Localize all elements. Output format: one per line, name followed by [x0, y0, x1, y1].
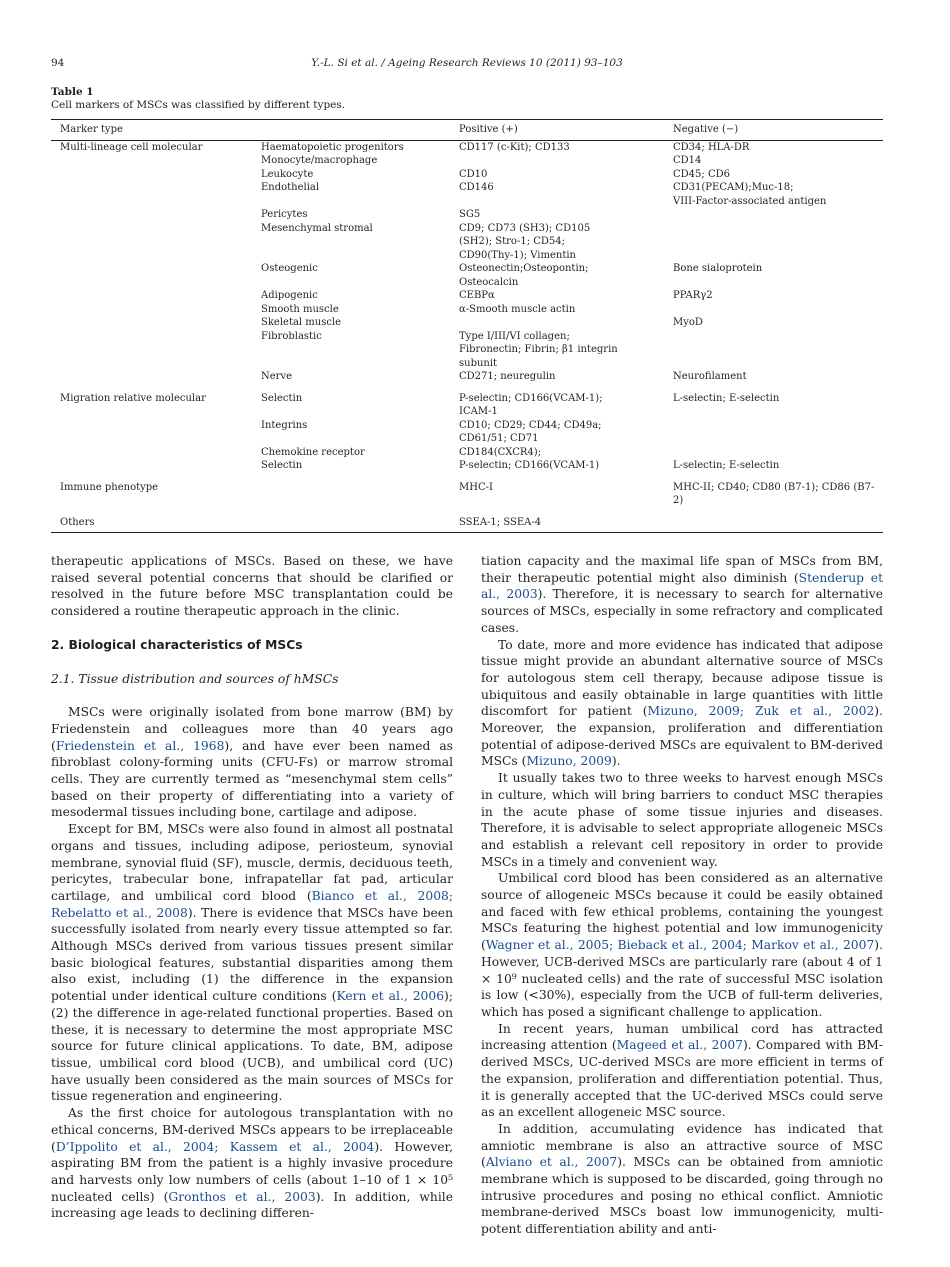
table-title: Cell markers of MSCs was classified by different types. — [51, 99, 346, 111]
table-row — [51, 208, 883, 222]
cell-negative: CD45; CD6 — [673, 168, 730, 180]
header-positive: Positive (+) — [459, 120, 673, 141]
table-row — [51, 262, 883, 289]
cell-marker-subtype — [261, 477, 459, 512]
cell-positive — [459, 154, 673, 168]
reference-link[interactable]: D’Ippolito et al., 2004; Kassem et al., 2004 — [55, 1139, 375, 1154]
paragraph-text: As the first choice for autologous transplantation with no ethical concerns, BM-derived MSCs appears to be irreplaceable ( — [51, 1106, 453, 1154]
table-row — [51, 316, 883, 330]
paragraph — [481, 1121, 883, 1238]
cell-negative — [673, 446, 883, 460]
paragraph — [481, 1021, 883, 1121]
cell-negative: CD31(PECAM);Muc-18; VIII-Factor-associated antigen — [673, 182, 827, 207]
cell-negative — [673, 303, 883, 317]
paragraph-text: ). Moreover, the expansion, proliferation and differentiation potential of adipose-derived MSCs are equivalent to BM-derived MSCs ( — [481, 704, 883, 769]
cell-marker-subtype: Fibroblastic — [261, 330, 322, 342]
cell-negative: MHC-II; CD40; CD80 (B7-1); CD86 (B7-2) — [673, 481, 875, 506]
cell-negative: PPARγ2 — [673, 290, 713, 301]
right-column — [481, 553, 883, 1238]
cell-positive: P-selectin; CD166(VCAM-1); ICAM-1 — [459, 392, 603, 417]
paragraph-text: ). Therefore, it is necessary to search for alternative sources of MSCs, especially in some refractory and complicated cases. — [481, 587, 883, 635]
paragraph-text: ), and have ever been named as fibroblast colony-forming units (CFU-Fs) or marrow stromal cells. They are currently termed as “mesenchymal stem cells” based on their property of differentiating into a variety of mesodermal tissues including bone, cartilage and adipose. — [51, 738, 453, 820]
paragraph-text: Except for BM, MSCs were also found in almost all postnatal organs and tissues, including adipose, periosteum, synovial membrane, synovial fluid (SF), muscle, dermis, deciduous teeth, pericytes, trabecular bone, infrapatellar fat pad, articular cartilage, and umbilical cord blood ( — [51, 822, 453, 903]
cell-positive: P-selectin; CD166(VCAM-1) — [459, 460, 600, 471]
paragraph-text: ). However, UCB-derived MSCs are particularly rare (about 4 of 1 × 10⁹ nucleated cells) and the rate of successful MSC isolation is low (<30%), especially from the UCB of full-term deliveries, which has posed a significant challenge to application. — [481, 938, 883, 1019]
cell-positive: CD10 — [459, 168, 488, 180]
table-caption — [51, 86, 345, 112]
cell-negative — [673, 222, 883, 263]
paragraph-text: In recent years, human umbilical cord has attracted increasing attention ( — [481, 1021, 883, 1053]
cell-positive: CEBPα — [459, 290, 495, 301]
cell-marker-subtype — [261, 512, 459, 533]
cell-marker-group — [51, 419, 261, 446]
paragraph-text: In addition, accumulating evidence has indicated that amniotic membrane is also an attractive source of MSC ( — [481, 1121, 883, 1170]
table-row — [51, 477, 883, 512]
cell-marker-group — [51, 154, 261, 168]
left-column — [51, 553, 453, 1222]
reference-link[interactable]: Alviano et al., 2007 — [485, 1155, 618, 1170]
table-row — [51, 168, 883, 182]
header-negative: Negative (−) — [673, 120, 883, 141]
cell-negative — [673, 419, 883, 446]
cell-marker-group — [51, 330, 261, 371]
reference-link[interactable]: Mizuno, 2009 — [526, 754, 612, 769]
table-row — [51, 419, 883, 446]
reference-link[interactable]: Stenderup et al., 2003 — [481, 570, 884, 602]
section-heading: 2. Biological characteristics of MSCs — [51, 637, 303, 652]
paragraph-text: To date, more and more evidence has indicated that adipose tissue might provide an abundant alternative source of MSCs for autologous stem cell therapy, because adipose tissue is ubiquitous and easily obtainable in large quantities with little discomfort for patient ( — [481, 637, 883, 719]
cell-negative — [673, 512, 883, 533]
cell-marker-subtype: Smooth muscle — [261, 303, 339, 315]
cell-marker-group: Immune phenotype — [60, 481, 159, 493]
cell-negative — [673, 330, 883, 371]
cell-positive: CD10; CD29; CD44; CD49a; CD61/51; CD71 — [459, 419, 602, 444]
cell-marker-group: Multi-lineage cell molecular — [60, 141, 203, 153]
cell-negative: MyoD — [673, 317, 703, 328]
table-row — [51, 512, 883, 533]
table-row — [51, 330, 883, 371]
cell-positive: α-Smooth muscle actin — [459, 303, 576, 315]
paragraph-text: tiation capacity and the maximal life span of MSCs from BM, their therapeutic potential might also diminish ( — [481, 554, 883, 585]
paragraph-text: ). Compared with BM-derived MSCs, UC-derived MSCs are more efficient in terms of the expansion, proliferation and differentiation potential. Thus, it is generally accepted that the UC-derived MSCs could serve as an excellent allogeneic MSC source. — [481, 1038, 883, 1120]
cell-marker-group — [51, 168, 261, 182]
cell-marker-group — [51, 262, 261, 289]
table-row — [51, 388, 883, 419]
cell-negative: Bone sialoprotein — [673, 263, 763, 274]
paragraph-text: ). — [611, 754, 621, 769]
cell-positive: Osteonectin;Osteopontin; Osteocalcin — [459, 263, 589, 288]
running-header — [51, 57, 883, 71]
paragraph — [481, 553, 883, 637]
table-row — [51, 370, 883, 388]
table-row — [51, 289, 883, 303]
cell-positive: CD9; CD73 (SH3); CD105 (SH2); Stro-1; CD54; CD90(Thy-1); Vimentin — [459, 222, 591, 261]
reference-link[interactable]: Mageed et al., 2007 — [616, 1038, 743, 1053]
cell-marker-group — [51, 303, 261, 317]
cell-negative: CD34; HLA-DR — [673, 141, 750, 153]
paragraph-text: ). However, aspirating BM from the patient is a highly invasive procedure and harvests only low numbers of cells (about 1–10 of 1 × 10⁵ nucleated cells) ( — [51, 1139, 453, 1204]
cell-marker-group: Migration relative molecular — [60, 392, 206, 404]
paragraph-text: It usually takes two to three weeks to harvest enough MSCs in culture, which will bring barriers to conduct MSC therapies in the acute phase of some tissue injuries and diseases. Therefore, it is advisable to select appropriate allogeneic MSCs and establish a relevant cell repository in order to provide MSCs in a timely and convenient way. — [481, 771, 883, 869]
cell-marker-subtype: Skeletal muscle — [261, 317, 342, 328]
cell-positive: CD271; neuregulin — [459, 371, 556, 382]
cell-positive: SSEA-1; SSEA-4 — [459, 512, 673, 533]
cell-marker-subtype: Leukocyte — [261, 168, 314, 180]
table-row — [51, 303, 883, 317]
cell-marker-subtype: Pericytes — [261, 209, 308, 220]
cell-positive: MHC-I — [459, 481, 493, 493]
paragraph-text: ); (2) the difference in age-related functional properties. Based on these, it is necessary to determine the most appropriate MSC source for future clinical applications. To date, BM, adipose tissue, umbilical cord blood (UCB), and umbilical cord (UC) have usually been considered as the main sources of MSCs for tissue regeneration and engineering. — [51, 989, 453, 1104]
cell-marker-subtype: Selectin — [261, 392, 303, 404]
cell-positive: SG5 — [459, 209, 481, 220]
header-marker-type: Marker type — [51, 120, 459, 141]
table-row — [51, 154, 883, 168]
paragraph-text: MSCs were originally isolated from bone marrow (BM) by Friedenstein and colleagues more than 40 years ago ( — [51, 705, 453, 753]
table-row — [51, 140, 883, 154]
paragraph-text: ). There is evidence that MSCs have been successfully isolated from nearly every tissue attempted so far. Although MSCs derived from various tissues present similar basic biological features, substantial disparities among them also exist, including (1) the difference in the expansion potential under identical culture conditions ( — [51, 905, 453, 1004]
cell-marker-group — [51, 370, 261, 388]
cell-marker-subtype: Chemokine receptor — [261, 446, 365, 458]
reference-link[interactable]: Wagner et al., 2005; Bieback et al., 2004; Markov et al., 2007 — [485, 938, 875, 953]
cell-marker-group: Others — [51, 512, 261, 533]
paragraph — [51, 1105, 453, 1222]
cell-markers-table — [51, 119, 883, 533]
cell-negative: Neurofilament — [673, 371, 747, 382]
table-row — [51, 222, 883, 263]
paragraph-text: ). MSCs can be obtained from amniotic membrane which is supposed to be discarded, going through no intrusive procedures and posing no ethical conflict. Amniotic membrane-derived MSCs boast low immunogenicity, multi-potent differentiation ability and anti- — [481, 1155, 884, 1237]
cell-marker-group — [51, 459, 261, 477]
reference-link[interactable]: Bianco et al., 2008; Rebelatto et al., 2008 — [51, 888, 453, 920]
paragraph — [51, 704, 453, 821]
table-row — [51, 181, 883, 208]
cell-marker-group — [51, 181, 261, 208]
cell-marker-subtype: Haematopoietic progenitors — [261, 141, 404, 153]
cell-marker-subtype: Endothelial — [261, 182, 320, 193]
paragraph — [51, 821, 453, 1105]
cell-positive: CD184(CXCR4); — [459, 446, 542, 458]
cell-marker-group — [51, 316, 261, 330]
paragraph — [481, 770, 883, 870]
cell-marker-subtype: Adipogenic — [261, 290, 318, 301]
cell-positive: CD146 — [459, 182, 494, 193]
cell-positive: CD117 (c-Kit); CD133 — [459, 141, 570, 153]
table-label: Table 1 — [51, 86, 94, 98]
cell-negative: L-selectin; E-selectin — [673, 392, 780, 404]
paragraph-text: therapeutic applications of MSCs. Based on these, we have raised several potential concerns that should be clarified or resolved in the future before MSC transplantation could be considered a routine therapeutic approach in the clinic. — [51, 554, 453, 619]
reference-link[interactable]: Mizuno, 2009; Zuk et al., 2002 — [647, 704, 875, 719]
cell-positive — [459, 316, 673, 330]
cell-marker-group — [51, 208, 261, 222]
reference-link[interactable]: Friedenstein et al., 1968 — [55, 738, 225, 753]
cell-marker-subtype: Integrins — [261, 419, 308, 431]
paragraph — [481, 870, 883, 1020]
cell-marker-subtype: Monocyte/macrophage — [261, 155, 378, 166]
cell-marker-subtype: Selectin — [261, 460, 303, 471]
cell-negative: L-selectin; E-selectin — [673, 460, 780, 471]
paragraph — [51, 553, 453, 620]
cell-negative: CD14 — [673, 155, 702, 166]
reference-link[interactable]: Kern et al., 2006 — [336, 989, 445, 1004]
cell-marker-subtype: Mesenchymal stromal — [261, 222, 373, 234]
cell-marker-group — [51, 446, 261, 460]
cell-marker-group — [51, 222, 261, 263]
paragraph-text: Umbilical cord blood has been considered as an alternative source of allogeneic MSCs because it could be easily obtained and faced with few ethical problems, containing the youngest MSCs featuring the highest potential and low immunogenicity ( — [481, 871, 883, 953]
table-header-row — [51, 120, 883, 141]
cell-positive: Type I/III/VI collagen; Fibronectin; Fibrin; β1 integrin subunit — [459, 330, 618, 369]
paragraph-text: ). In addition, while increasing age leads to declining differen- — [51, 1189, 453, 1221]
cell-marker-subtype: Osteogenic — [261, 263, 318, 274]
page-number: 94 — [51, 57, 65, 69]
reference-link[interactable]: Gronthos et al., 2003 — [168, 1189, 316, 1204]
table-row — [51, 459, 883, 477]
paragraph — [481, 637, 883, 771]
cell-negative — [673, 208, 883, 222]
cell-marker-subtype: Nerve — [261, 371, 293, 382]
subsection-heading: 2.1. Tissue distribution and sources of hMSCs — [51, 671, 339, 686]
cell-marker-group — [51, 289, 261, 303]
table-row — [51, 446, 883, 460]
journal-citation: Y.-L. Si et al. / Ageing Research Reviews 10 (2011) 93–103 — [311, 57, 623, 69]
